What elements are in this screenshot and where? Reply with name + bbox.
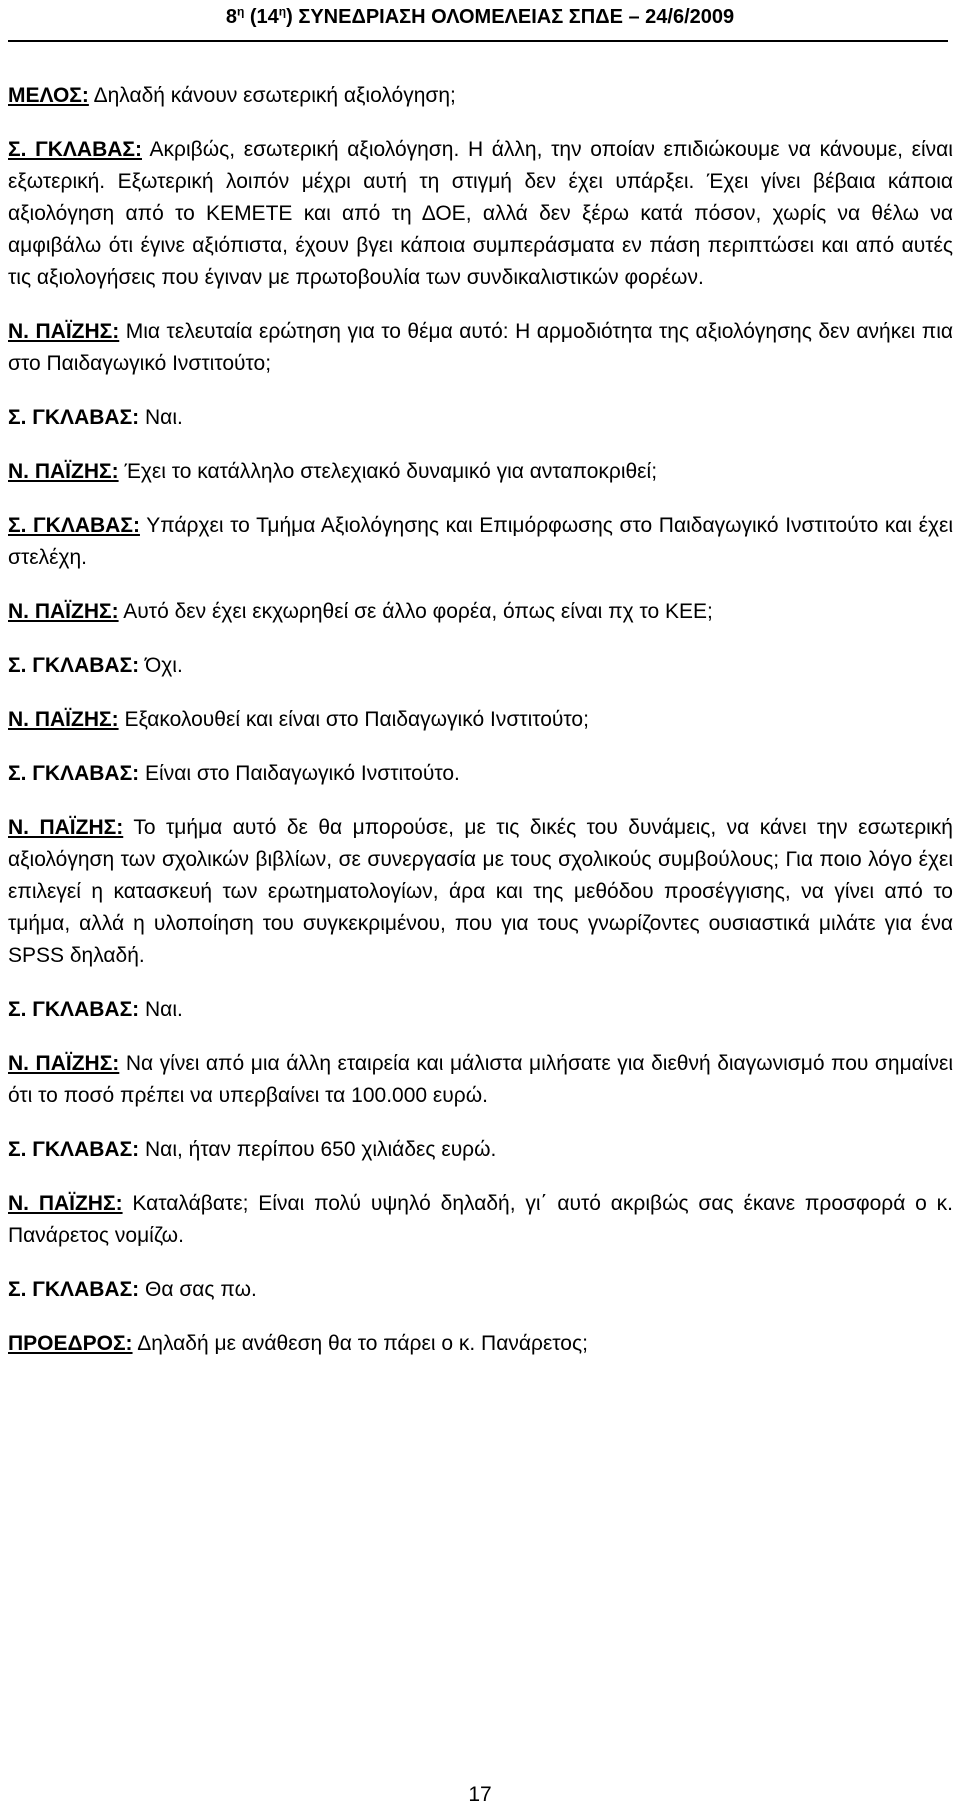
header-suffix: ) ΣΥΝΕΔΡΙΑΣΗ ΟΛΟΜΕΛΕΙΑΣ ΣΠΔΕ – 24/6/2009 <box>286 6 735 28</box>
transcript-body <box>8 80 953 1382</box>
paragraph-6 <box>8 510 953 574</box>
speaker-label: ΜΕΛΟΣ: <box>8 84 89 107</box>
speaker-label: Ν. ΠΑΪΖΗΣ: <box>8 600 119 623</box>
speaker-label: Ν. ΠΑΪΖΗΣ: <box>8 1192 123 1215</box>
speaker-label: Σ. ΓΚΛΑΒΑΣ: <box>8 138 142 161</box>
speaker-label: Σ. ΓΚΛΑΒΑΣ: <box>8 514 140 537</box>
paragraph-7 <box>8 596 953 628</box>
paragraph-11 <box>8 812 953 972</box>
paragraph-text: Το τμήμα αυτό δε θα μπορούσε, με τις δικές του δυνάμεις, να κάνει την εσωτερική αξιολόγηση των σχολικών βιβλίων, σε συνεργασία με τους σχολικούς συμβούλους; Για ποιο λόγο έχει επιλεγεί η κατασκευή των ερωτηματολογίων, άρα και της μεθόδου προσέγγισης, να γίνει από το τμήμα, αλλά η υλοποίηση του συγκεκριμένου, που για τους γνωρίζοντες ουσιαστικά μιλάτε για ένα SPSS δηλαδή. <box>8 816 953 967</box>
speaker-label: Ν. ΠΑΪΖΗΣ: <box>8 816 124 839</box>
header-rule <box>8 40 948 42</box>
paragraph-text: Μια τελευταία ερώτηση για το θέμα αυτό: Η αρμοδιότητα της αξιολόγησης δεν ανήκει πια στο Παιδαγωγικό Ινστιτούτο; <box>8 320 954 375</box>
paragraph-8 <box>8 650 953 682</box>
paragraph-2 <box>8 134 953 294</box>
paragraph-9 <box>8 704 953 736</box>
paragraph-text: Ακριβώς, εσωτερική αξιολόγηση. Η άλλη, την οποίαν επιδιώκουμε να κάνουμε, είναι εξωτερική. Εξωτερική λοιπόν μέχρι αυτή τη στιγμή δεν έχει υπάρξει. Έχει γίνει βέβαια κάποια αξιολόγηση από το ΚΕΜΕΤΕ και από τη ΔΟΕ, αλλά δεν ξέρω κατά πόσον, χωρίς να θέλω να αμφιβάλω ότι έγινε αξιόπιστα, έχουν βγει κάποια συμπεράσματα εν πάση περιπτώσει και από αυτές τις αξιολογήσεις που έγιναν με πρωτοβουλία των συνδικαλιστικών φορέων. <box>8 138 953 289</box>
speaker-label: Ν. ΠΑΪΖΗΣ: <box>8 1052 120 1075</box>
speaker-label: ΠΡΟΕΔΡΟΣ: <box>8 1332 133 1355</box>
paragraph-5 <box>8 456 953 488</box>
paragraph-14 <box>8 1134 953 1166</box>
paragraph-text: Καταλάβατε; Είναι πολύ υψηλό δηλαδή, γι΄ αυτό ακριβώς σας έκανε προσφορά ο κ. Πανάρετος νομίζω. <box>8 1192 953 1247</box>
paragraph-17 <box>8 1328 953 1360</box>
paragraph-text: Ναι. <box>145 998 183 1021</box>
speaker-label: Σ. ΓΚΛΑΒΑΣ: <box>8 762 140 785</box>
paragraph-text: Αυτό δεν έχει εκχωρηθεί σε άλλο φορέα, όπως είναι πχ το ΚΕΕ; <box>123 600 713 623</box>
header-sup-2: η <box>278 4 287 19</box>
speaker-label: Σ. ΓΚΛΑΒΑΣ: <box>8 1138 140 1161</box>
paragraph-text: Υπάρχει το Τμήμα Αξιολόγησης και Επιμόρφωσης στο Παιδαγωγικό Ινστιτούτο και έχει στελέχη. <box>8 514 953 569</box>
speaker-label: Ν. ΠΑΪΖΗΣ: <box>8 320 120 343</box>
paragraph-10 <box>8 758 953 790</box>
paragraph-text: Είναι στο Παιδαγωγικό Ινστιτούτο. <box>145 762 460 785</box>
speaker-label: Ν. ΠΑΪΖΗΣ: <box>8 708 119 731</box>
speaker-label: Σ. ΓΚΛΑΒΑΣ: <box>8 654 140 677</box>
page-number: 17 <box>468 1783 492 1806</box>
paragraph-15 <box>8 1188 953 1252</box>
paragraph-text: Εξακολουθεί και είναι στο Παιδαγωγικό Ινστιτούτο; <box>124 708 589 731</box>
speaker-label: Σ. ΓΚΛΑΒΑΣ: <box>8 998 140 1021</box>
paragraph-text: Δηλαδή με ανάθεση θα το πάρει ο κ. Πανάρετος; <box>137 1332 588 1355</box>
header-mid: (14 <box>244 6 279 28</box>
paragraph-12 <box>8 994 953 1026</box>
paragraph-1 <box>8 80 953 112</box>
paragraph-16 <box>8 1274 953 1306</box>
paragraph-text: Ναι, ήταν περίπου 650 χιλιάδες ευρώ. <box>145 1138 497 1161</box>
speaker-label: Σ. ΓΚΛΑΒΑΣ: <box>8 406 140 429</box>
paragraph-4 <box>8 402 953 434</box>
header-sup-1: η <box>236 4 245 19</box>
paragraph-text: Δηλαδή κάνουν εσωτερική αξιολόγηση; <box>93 84 456 107</box>
paragraph-text: Έχει το κατάλληλο στελεχιακό δυναμικό για ανταποκριθεί; <box>124 460 658 483</box>
speaker-label: Σ. ΓΚΛΑΒΑΣ: <box>8 1278 140 1301</box>
paragraph-text: Ναι. <box>145 406 183 429</box>
paragraph-text: Να γίνει από μια άλλη εταιρεία και μάλιστα μιλήσατε για διεθνή διαγωνισμό που σημαίνει ότι το ποσό πρέπει να υπερβαίνει τα 100.000 ευρώ. <box>8 1052 953 1107</box>
paragraph-text: Θα σας πω. <box>145 1278 257 1301</box>
header-prefix: 8 <box>225 6 237 28</box>
page-header <box>0 3 960 33</box>
speaker-label: Ν. ΠΑΪΖΗΣ: <box>8 460 119 483</box>
paragraph-3 <box>8 316 953 380</box>
paragraph-13 <box>8 1048 953 1112</box>
paragraph-text: Όχι. <box>145 654 183 677</box>
